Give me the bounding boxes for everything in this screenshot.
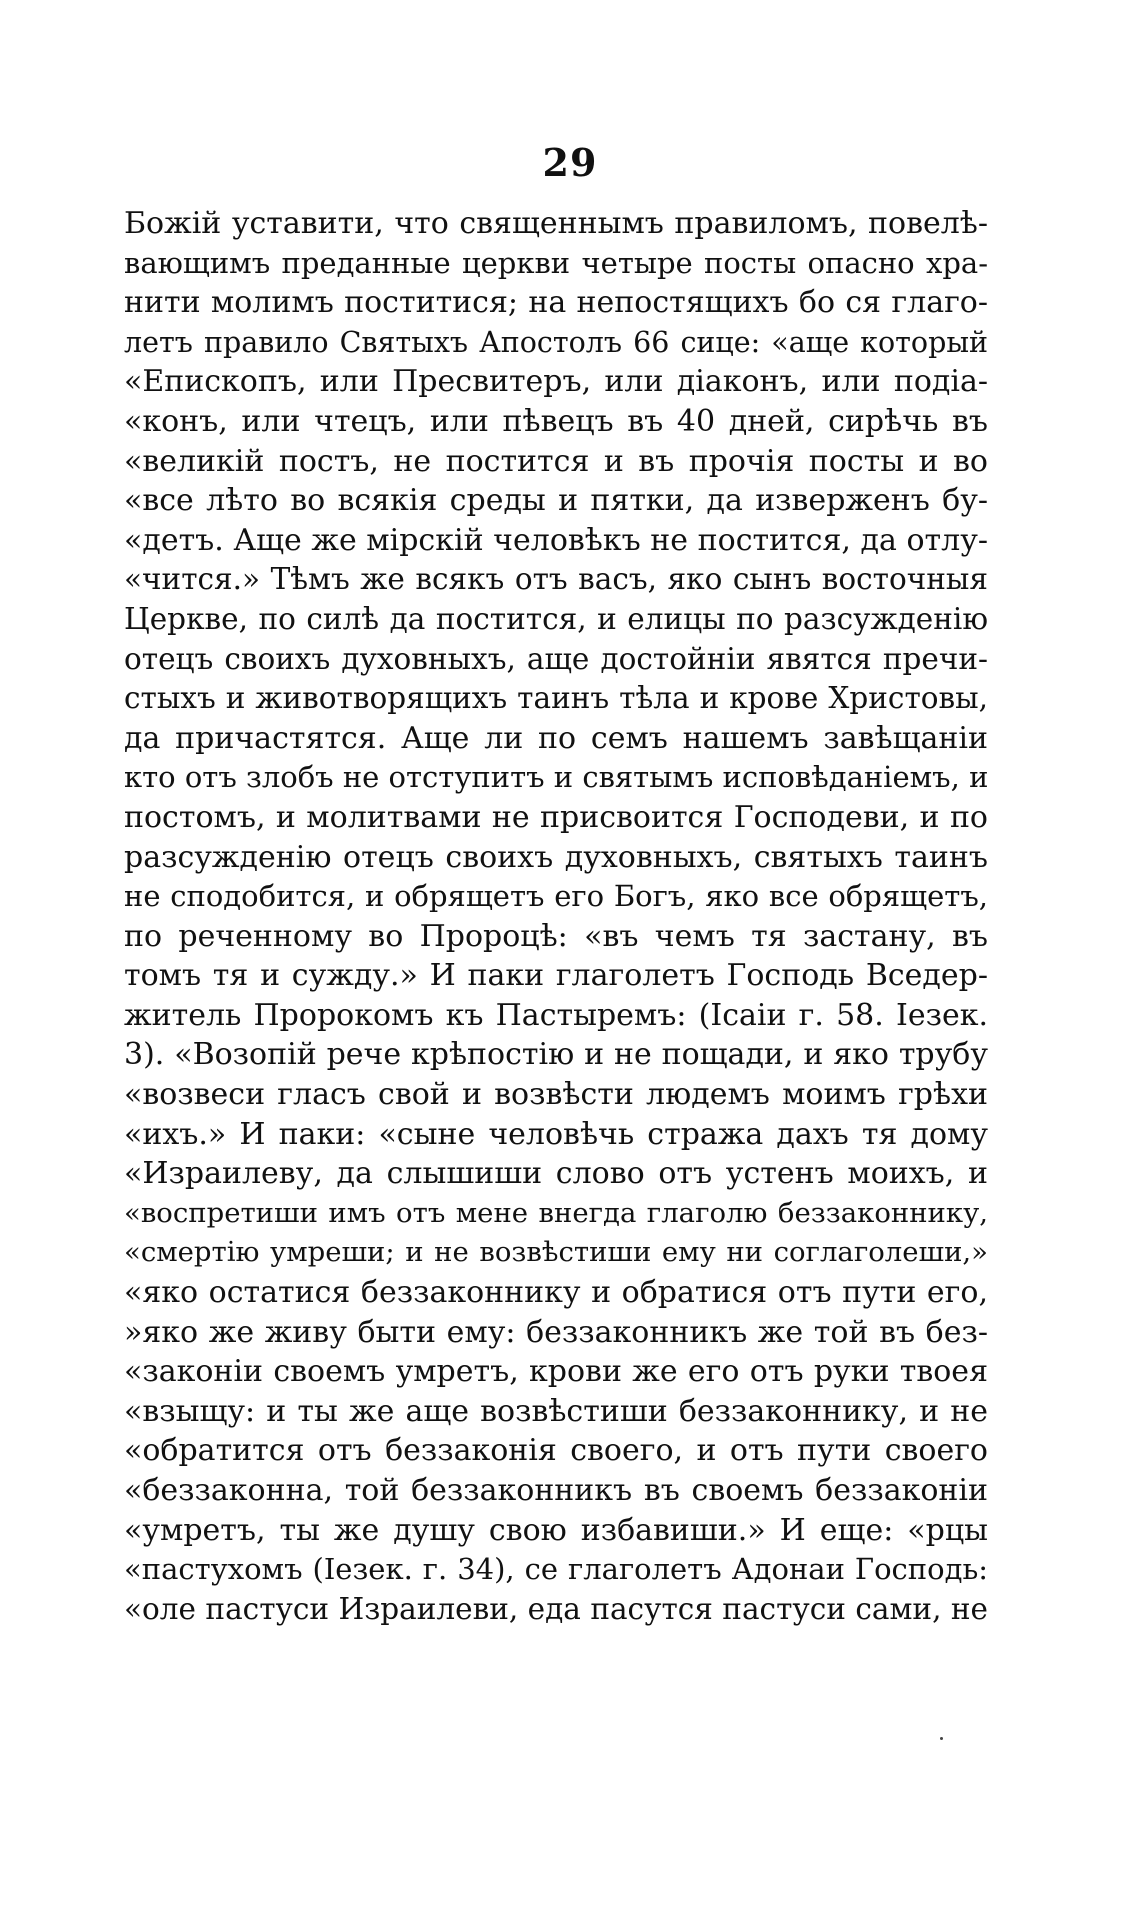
text-line: «конъ, или чтецъ, или пѣвецъ въ 40 дней, сирѣчь въ	[124, 403, 988, 439]
text-line: стыхъ и животворящихъ таинъ тѣла и крове Христовы,	[124, 681, 988, 716]
text-line: «ихъ.» И паки: «сыне человѣчь стража дахъ тя дому	[124, 1116, 988, 1152]
text-line: Церкве, по силѣ да постится, и елицы по разсужденію	[124, 601, 988, 636]
text-line: вающимъ преданные церкви четыре посты опасно хра-	[124, 245, 988, 280]
text-line: «оле пастуси Израилеви, еда пасутся пастуси сами, не	[124, 1591, 988, 1626]
text-line: «Израилеву, да слышиши слово отъ устенъ моихъ, и	[124, 1156, 988, 1192]
text-line: не сподобится, и обрящетъ его Богъ, яко все обрящетъ,	[124, 879, 988, 914]
text-line: летъ правило Святыхъ Апостолъ 66 сице: «аще который	[124, 325, 988, 359]
text-line: отецъ своихъ духовныхъ, аще достойніи явятся пречи-	[124, 641, 988, 676]
text-line: «умретъ, ты же душу свою избавиши.» И еще: «рцы	[124, 1512, 988, 1548]
text-line: «Епископъ, или Пресвитеръ, или діаконъ, или подіа-	[124, 364, 988, 400]
text-line: по реченному во Пророцѣ: «въ чемъ тя застану, въ	[124, 918, 988, 954]
text-line: «все лѣто во всякія среды и пятки, да изверженъ бу-	[124, 483, 988, 519]
text-line: »яко же живу быти ему: беззаконникъ же той въ без-	[124, 1314, 988, 1350]
text-line: «детъ. Аще же мірскій человѣкъ не постится, да отлу-	[124, 522, 988, 558]
text-line: «законіи своемъ умретъ, крови же его отъ руки твоея	[124, 1354, 988, 1390]
text-line: да причастятся. Аще ли по семъ нашемъ завѣщаніи	[124, 720, 988, 756]
text-line: «воспретиши имъ отъ мене внегда глаголю беззаконнику,	[124, 1196, 988, 1229]
text-line: нити молимъ поститися; на непостящихъ бо ся глаго-	[124, 285, 988, 321]
text-line: «возвеси гласъ свой и возвѣсти людемъ моимъ грѣхи	[124, 1077, 988, 1113]
text-line: «чится.» Тѣмъ же всякъ отъ васъ, яко сынъ восточныя	[124, 562, 988, 597]
text-line: «яко остатися беззаконнику и обратися отъ пути его,	[124, 1275, 988, 1311]
page-number: 29	[542, 140, 598, 185]
body-text	[124, 204, 988, 1629]
text-line: Божій уставити, что священнымъ правиломъ, повелѣ-	[124, 206, 988, 241]
text-line: постомъ, и молитвами не присвоится Господеви, и по	[124, 799, 988, 835]
text-line: «смертію умреши; и не возвѣстиши ему ни соглаголеши,»	[124, 1236, 988, 1269]
text-line: «великій постъ, не постится и въ прочія посты и во	[124, 443, 988, 479]
print-speck	[940, 1737, 943, 1740]
text-line: житель Пророкомъ къ Пастыремъ: (Ісаіи г. 58. Іезек.	[124, 997, 988, 1033]
text-line: кто отъ злобъ не отступитъ и святымъ исповѣданіемъ, и	[124, 760, 988, 795]
text-line: 3). «Возопій рече крѣпостію и не пощади, и яко трубу	[124, 1037, 988, 1073]
text-line: разсужденію отецъ своихъ духовныхъ, святыхъ таинъ	[124, 839, 988, 875]
text-line: «взыщу: и ты же аще возвѣстиши беззаконнику, и не	[124, 1393, 988, 1429]
text-line: «обратится отъ беззаконія своего, и отъ пути своего	[124, 1433, 988, 1469]
text-line: «пастухомъ (Іезек. г. 34), се глаголетъ Адонаи Господь:	[124, 1552, 988, 1587]
text-line: томъ тя и сужду.» И паки глаголетъ Господь Вседер-	[124, 958, 988, 994]
text-line: «беззаконна, той беззаконникъ въ своемъ беззаконіи	[124, 1473, 988, 1508]
